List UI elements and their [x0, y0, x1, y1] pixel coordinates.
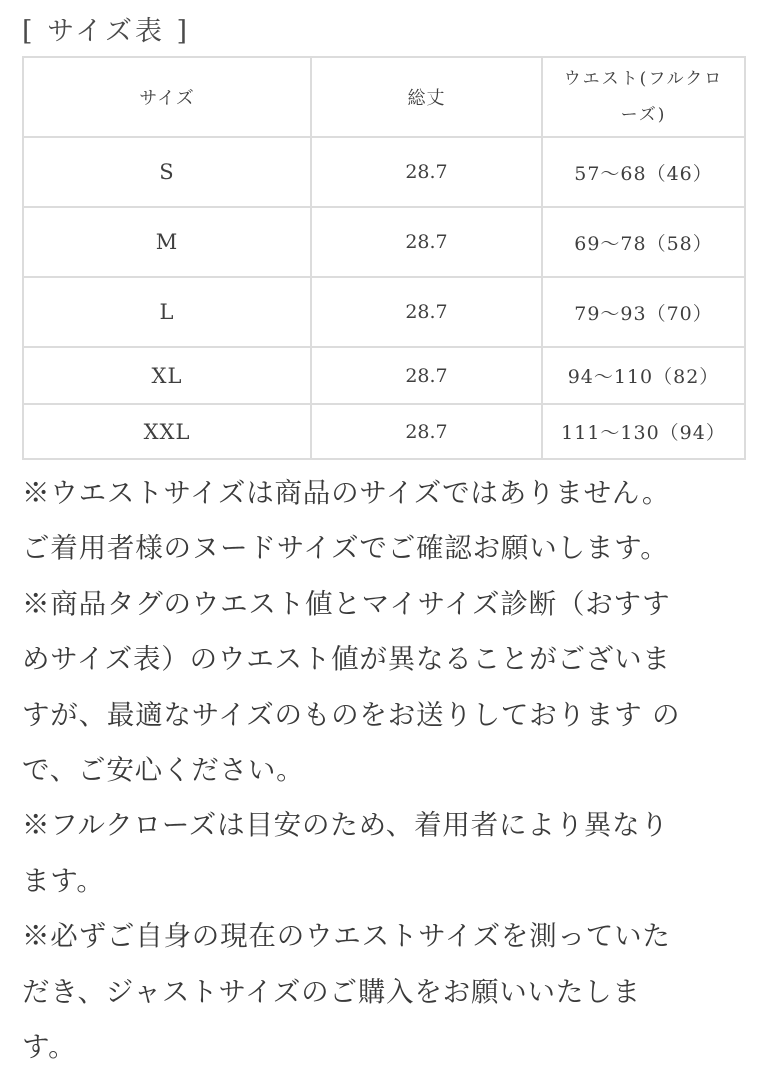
length-cell: 28.7: [311, 207, 542, 277]
size-table: [22, 56, 746, 460]
waist-cell: 111～130（94）: [542, 404, 745, 459]
table-header-row: [23, 57, 745, 137]
waist-cell: 69～78（58）: [542, 207, 745, 277]
length-cell: 28.7: [311, 277, 542, 347]
table-row: [23, 347, 745, 404]
note-line: す。: [22, 1031, 77, 1064]
waist-cell: 57～68（46）: [542, 137, 745, 207]
table-row: [23, 404, 745, 459]
length-cell: 28.7: [311, 137, 542, 207]
table-row: [23, 137, 745, 207]
note-line: だき、ジャストサイズのご購入をお願いいたしま: [22, 975, 641, 1008]
size-cell: M: [23, 207, 311, 277]
note-line: ※フルクローズは目安のため、着用者により異なり: [22, 809, 669, 842]
header-waist: [542, 57, 745, 137]
note-line: めサイズ表）のウエスト値が異なることがございま: [22, 643, 671, 676]
page-title: [ サイズ表 ]: [22, 16, 191, 47]
header-waist-line-1: ウエスト(フルクロ: [563, 69, 724, 89]
size-cell: L: [23, 277, 311, 347]
note-line: ※ウエストサイズは商品のサイズではありません。: [22, 477, 671, 509]
notes-section: [22, 466, 752, 1075]
note-line: ます。: [22, 864, 105, 897]
length-cell: 28.7: [311, 347, 542, 404]
header-size: サイズ: [23, 57, 311, 137]
waist-cell: 79～93（70）: [542, 277, 745, 347]
size-cell: XXL: [23, 404, 311, 459]
waist-cell: 94～110（82）: [542, 347, 745, 404]
size-cell: XL: [23, 347, 311, 404]
note-line: ※商品タグのウエスト値とマイサイズ診断（おすす: [22, 587, 671, 620]
table-row: [23, 277, 745, 347]
size-cell: S: [23, 137, 311, 207]
length-cell: 28.7: [311, 404, 542, 459]
header-length: 総丈: [311, 57, 542, 137]
note-line: すが、最適なサイズのものをお送りしております の: [22, 698, 681, 731]
note-line: ご着用者様のヌードサイズでご確認お願いします。: [22, 532, 669, 565]
note-line: ※必ずご自身の現在のウエストサイズを測っていた: [22, 920, 671, 953]
header-waist-line-2: ーズ): [620, 105, 667, 125]
table-row: [23, 207, 745, 277]
note-line: で、ご安心ください。: [22, 754, 305, 787]
